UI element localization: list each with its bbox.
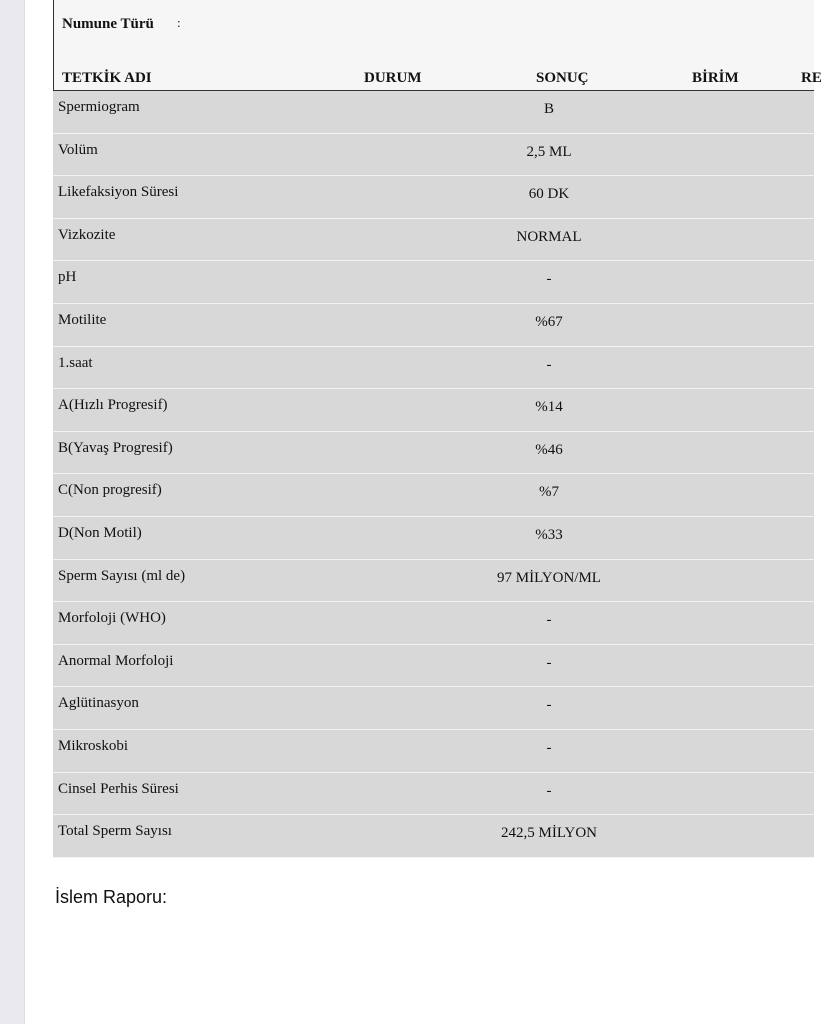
- test-name: Volüm: [58, 141, 98, 158]
- test-name: pH: [58, 269, 77, 286]
- column-header-result: SONUÇ: [536, 70, 589, 86]
- report-section-label: İslem Raporu:: [55, 887, 168, 907]
- test-name: Cinsel Perhis Süresi: [58, 780, 179, 797]
- test-result: B: [543, 101, 554, 117]
- column-header-unit: BİRİM: [692, 70, 739, 86]
- test-name: D(Non Motil): [58, 524, 142, 541]
- table-row: [53, 730, 814, 773]
- test-name: Morfoloji (WHO): [58, 610, 166, 627]
- test-result: -: [546, 697, 552, 714]
- column-header-reference: RE: [801, 70, 822, 86]
- test-result: %14: [535, 399, 563, 416]
- table-row: [53, 474, 814, 517]
- test-name: Total Sperm Sayısı: [58, 823, 172, 840]
- table-row: [53, 645, 814, 688]
- table-row: [53, 91, 814, 134]
- table-row: [53, 602, 814, 645]
- test-name: Anormal Morfoloji: [58, 652, 174, 669]
- table-row: [53, 134, 814, 177]
- test-result: 97 MİLYON/ML: [497, 569, 601, 586]
- test-result: -: [546, 782, 552, 799]
- test-result: NORMAL: [516, 228, 582, 245]
- test-result: %46: [535, 441, 563, 458]
- results-table: [53, 91, 814, 858]
- test-result: -: [546, 271, 552, 288]
- table-row: [53, 560, 814, 603]
- table-row: [53, 432, 814, 475]
- sample-type-colon: :: [177, 15, 181, 30]
- test-name: Likefaksiyon Süresi: [58, 184, 179, 201]
- test-name: C(Non progresif): [58, 482, 162, 499]
- table-row: [53, 304, 814, 347]
- page-left-margin: [0, 0, 25, 1024]
- table-row: [53, 176, 814, 219]
- report-header: [53, 0, 822, 91]
- column-header-status: DURUM: [364, 70, 422, 86]
- test-result: -: [546, 739, 552, 756]
- column-header-test-name: TETKİK ADI: [62, 70, 152, 86]
- table-row: [53, 517, 814, 560]
- table-row: [53, 219, 814, 262]
- test-name: Motilite: [58, 311, 107, 328]
- test-result: 242,5 MİLYON: [501, 825, 597, 842]
- test-result: %67: [535, 313, 563, 330]
- table-row: [53, 815, 814, 858]
- test-result: %33: [535, 526, 563, 543]
- test-name: Vizkozite: [58, 226, 116, 243]
- test-name: Mikroskobi: [58, 737, 129, 754]
- test-result: %7: [539, 484, 559, 501]
- test-result: 60 DK: [528, 186, 570, 203]
- table-row: [53, 347, 814, 390]
- test-name: Sperm Sayısı (ml de): [58, 567, 186, 584]
- test-result: -: [546, 356, 552, 373]
- test-name: A(Hızlı Progresif): [58, 397, 168, 414]
- test-result: 2,5 ML: [526, 143, 572, 160]
- test-result: -: [546, 654, 552, 671]
- test-result: -: [546, 612, 552, 629]
- table-row: [53, 261, 814, 304]
- test-name: Aglütinasyon: [58, 695, 139, 712]
- table-row: [53, 687, 814, 730]
- test-name: B(Yavaş Progresif): [58, 439, 173, 456]
- sample-type-label: Numune Türü: [62, 16, 154, 32]
- table-row: [53, 389, 814, 432]
- test-name: Spermiogram: [58, 99, 140, 115]
- table-row: [53, 773, 814, 816]
- test-name: 1.saat: [58, 354, 93, 371]
